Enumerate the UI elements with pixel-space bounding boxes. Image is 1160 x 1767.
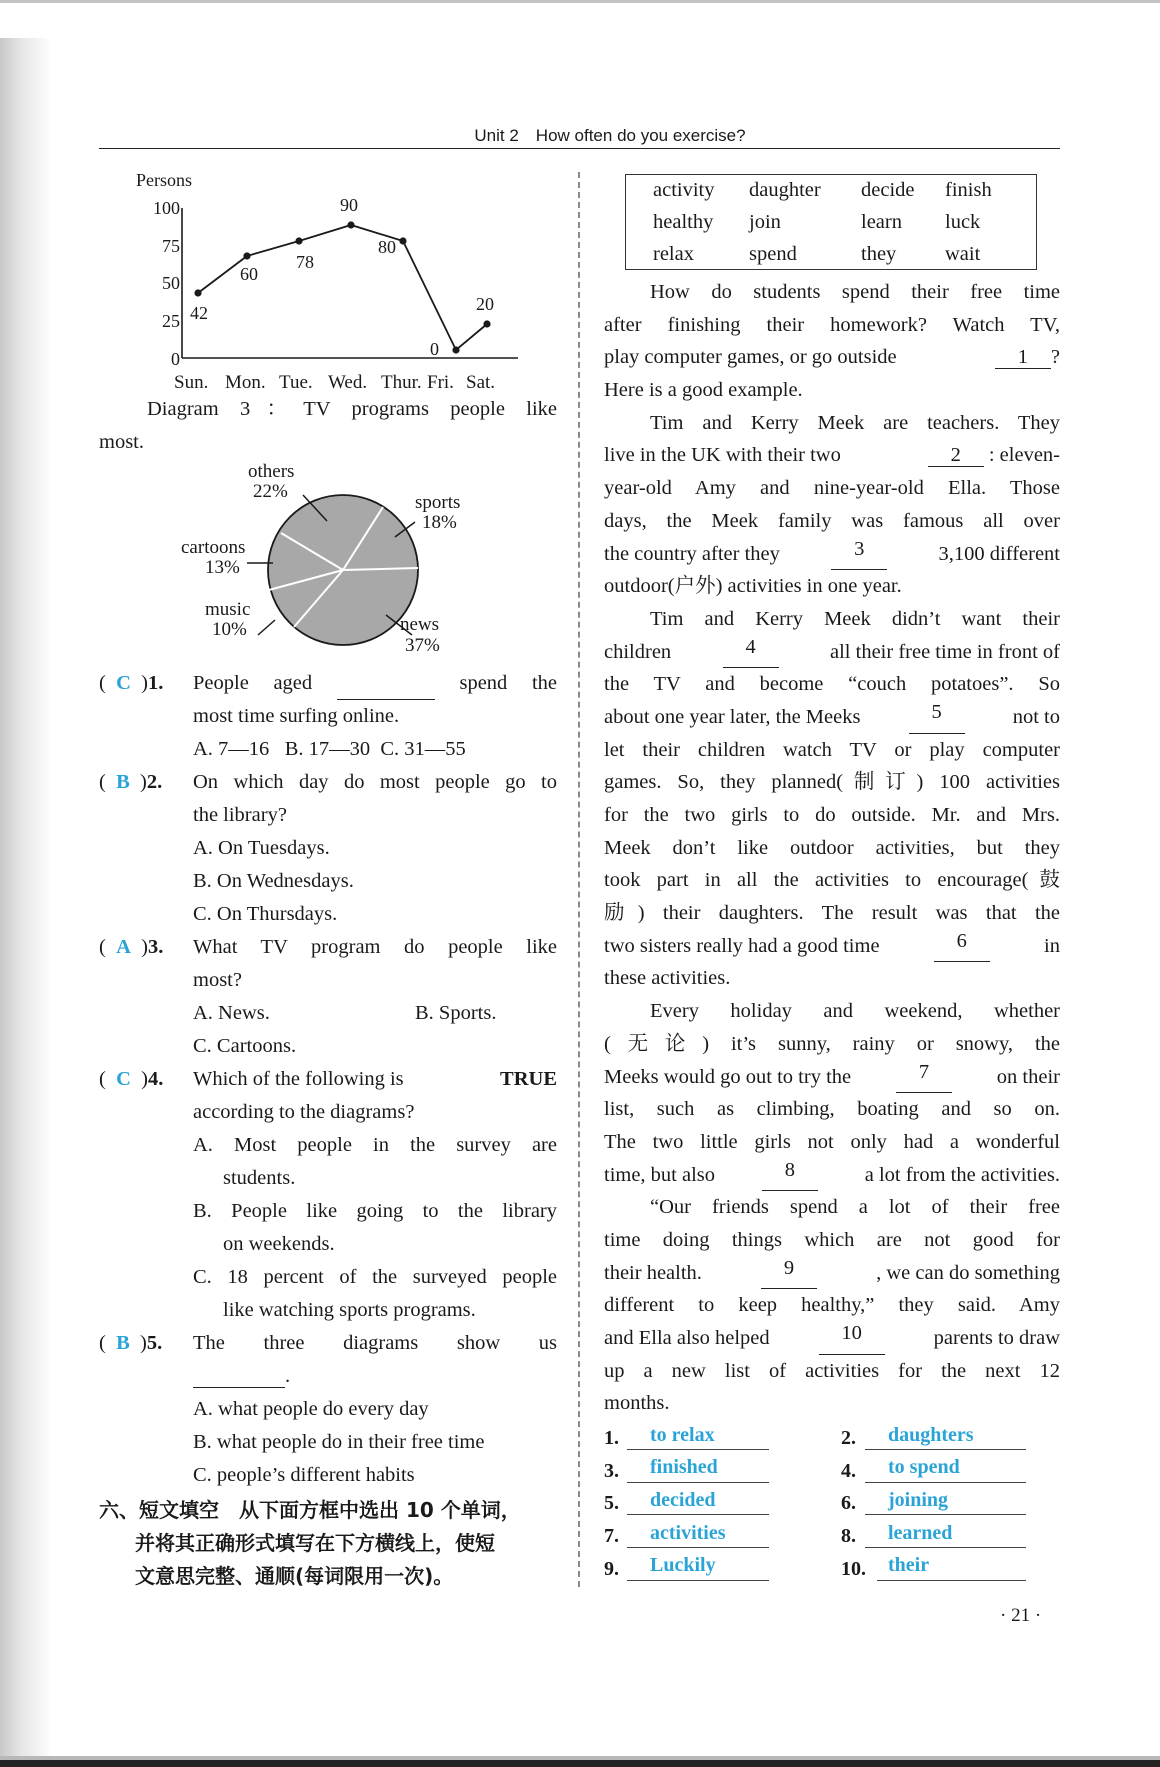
word-bank-word: finish [945,179,992,201]
y-ticks [153,198,180,369]
blank-2: 2 [928,444,984,467]
svg-text:Sat.: Sat. [466,372,496,393]
header-rule [99,148,1060,149]
svg-text:Tue.: Tue. [279,372,313,393]
y-axis-label: Persons [136,170,193,190]
line-chart [130,168,530,393]
word-bank-word: daughter [749,179,821,201]
section6-heading: 六、短文填空 从下面方框中选出 10 个单词， [99,1498,521,1522]
word-bank-word: spend [749,243,797,265]
answer-line-4 [865,1482,1026,1483]
question-4-option-c-line1: C. 18 percent of the surveyed people [193,1266,557,1288]
question-4-option-b-line1: B. People like going to the library [193,1200,557,1222]
answer-value-2: daughters [888,1424,974,1446]
answer-item-1: 1. [604,1427,619,1449]
question-4-option-a-line2: students. [223,1167,296,1189]
answer-3: A [116,936,131,958]
question-1-blank [337,667,435,700]
page-header-title: Unit 2 How often do you exercise? [474,126,746,145]
question-2-stem-line1: On which day do most people go to [193,771,557,793]
answer-value-8: learned [888,1522,953,1544]
bottom-dark-bar [0,1760,1160,1767]
blank-5: 5 [909,701,965,734]
blank-10: 10 [819,1322,885,1355]
question-4-option-b-line2: on weekends. [223,1233,335,1255]
answer-1: C [116,672,131,694]
svg-text:25: 25 [162,311,180,331]
svg-text:18%: 18% [422,512,457,533]
question-2-option-c: C. On Thursdays. [193,903,338,925]
question-2-stem-line2: the library? [193,804,287,826]
answer-item-4: 4. [841,1460,856,1482]
answer-value-7: activities [650,1522,726,1544]
svg-text:Thur.: Thur. [381,372,422,393]
answer-line-2 [865,1449,1026,1450]
question-1: ( C )1. [99,672,164,694]
question-5-option-a: A. what people do every day [193,1398,429,1420]
blank-8: 8 [762,1159,818,1192]
answer-item-6: 6. [841,1492,856,1514]
svg-text:78: 78 [296,252,314,272]
question-3-option-b: B. Sports. [415,1002,497,1024]
question-5-stem-line2: . [193,1360,290,1393]
answer-item-9: 9. [604,1558,619,1580]
answer-value-6: joining [888,1489,949,1511]
answer-line-9 [627,1580,769,1581]
answer-item-3: 3. [604,1460,619,1482]
question-4-stem-line1: Which of the following is TRUE [193,1063,557,1096]
svg-text:10%: 10% [212,619,247,640]
question-5-stem-line1: The three diagrams show us [193,1332,557,1354]
answer-2: B [116,771,130,793]
true-keyword: TRUE [500,1068,557,1090]
word-bank-word: healthy [653,211,714,233]
answer-value-10: their [888,1554,930,1576]
question-5-option-b: B. what people do in their free time [193,1431,485,1453]
svg-text:60: 60 [240,264,258,284]
cloze-passage: How do students spend their free time after finishing their homework? Watch TV, play computer games, or go outside 1 ? Here is a good example. Tim and Kerry Meek are teachers. They live in the UK with their two 2 : eleven- year-old Amy and nine-year-old Ella. Those days, the Meek family was famous all over the country after they 3 3,100 different outdoor(户外) activities in one year. Tim and Kerry Meek didn’t want their children 4 all their free time in front of the TV and become “couch potatoes”. So about one year later, the Meeks 5 not to let their children watch TV or play computer games. So, they planned(制订) 100 activities for the two girls to do outside. Mr. and Mrs. Meek don’t like outdoor activities, but they took part in all the activities to encourage(鼓 励) their daughters. The result was that the two sisters really had a good time 6 in these activities. Every holiday and weekend, whether (无论) it’s sunny, rainy or snowy, the Meeks would go out to try the 7 on their list, such as climbing, boating and so on. The two little girls not only had a wonderful time, but also 8 a lot from the activities. “Our friends spend a lot of their free time doing things which are not good for their health. 9 , we can do something different to keep healthy,” they said. Amy and Ella also helped 10 parents to draw up a new list of activities for the next 12 months. [604,281,1060,1415]
svg-text:90: 90 [340,195,358,215]
svg-text:music: music [205,599,251,620]
svg-text:42: 42 [190,303,208,323]
question-4-option-c-line2: like watching sports programs. [223,1299,476,1321]
question-3-stem-line2: most? [193,969,242,991]
blank-3: 3 [831,538,887,571]
pie-chart [175,455,495,670]
answer-item-10: 10. [841,1558,866,1580]
answer-line-8 [865,1547,1026,1548]
blank-6: 6 [934,930,990,963]
blank-4: 4 [723,636,779,669]
answer-4: C [116,1068,131,1090]
word-bank-word: wait [945,243,981,265]
answer-value-4: to spend [888,1456,960,1478]
answer-item-2: 2. [841,1427,856,1449]
word-bank-word: they [861,243,897,265]
question-2-option-a: A. On Tuesdays. [193,837,330,859]
question-4: ( C )4. [99,1068,164,1090]
svg-text:80: 80 [378,237,396,257]
svg-text:0: 0 [430,339,439,359]
data-points [194,221,490,353]
answer-line-1 [627,1449,769,1450]
word-bank-word: luck [945,211,981,233]
question-1-stem-line2: most time surfing online. [193,705,400,727]
svg-text:news: news [400,614,440,635]
column-divider [578,172,580,1587]
answer-line-6 [865,1514,1026,1515]
answer-value-9: Luckily [650,1554,716,1576]
word-bank-word: learn [861,211,902,233]
answer-value-1: to relax [650,1424,715,1446]
svg-text:13%: 13% [205,557,240,578]
svg-text:75: 75 [162,236,180,256]
svg-text:37%: 37% [405,635,440,656]
svg-text:0: 0 [171,349,180,369]
section6-instruction-line3: 文意思完整、通顺(每词限用一次)。 [135,1564,454,1588]
answer-line-5 [627,1514,769,1515]
answer-item-7: 7. [604,1525,619,1547]
page-edge-shadow [0,38,52,1756]
word-bank-word: decide [861,179,915,201]
svg-text:Fri.: Fri. [427,372,454,393]
section6-instruction-line2: 并将其正确形式填写在下方横线上，使短 [135,1531,495,1555]
question-4-option-a-line1: A. Most people in the survey are [193,1134,557,1156]
top-border [0,0,1160,3]
question-2-option-b: B. On Wednesdays. [193,870,354,892]
svg-text:20: 20 [476,294,494,314]
svg-text:Mon.: Mon. [225,372,266,393]
svg-text:22%: 22% [253,481,288,502]
answer-line-3 [627,1482,769,1483]
word-bank-word: join [749,211,781,233]
svg-text:others: others [248,461,295,482]
question-4-stem-line2: according to the diagrams? [193,1101,415,1123]
question-3-option-a: A. News. [193,1002,270,1024]
x-ticks [174,372,495,393]
answer-5: B [116,1332,130,1354]
question-1-stem-line1: People aged spend the [193,667,557,700]
question-1-options: A. 7—16 B. 17—30 C. 31—55 [193,738,466,760]
question-5-blank [193,1365,285,1388]
page-number: · 21 · [1000,1605,1042,1626]
question-5: ( B )5. [99,1332,163,1354]
answer-value-3: finished [650,1456,718,1478]
answer-item-5: 5. [604,1492,619,1514]
word-bank-box [625,174,1037,270]
svg-text:100: 100 [153,198,180,218]
word-bank-word: activity [653,179,715,201]
answer-line-10 [877,1580,1026,1581]
question-2: ( B )2. [99,771,163,793]
question-5-option-c: C. people’s different habits [193,1464,415,1486]
word-bank-word: relax [653,243,694,265]
svg-text:Wed.: Wed. [328,372,368,393]
svg-text:sports: sports [415,492,461,513]
blank-7: 7 [896,1061,952,1094]
svg-text:cartoons: cartoons [181,537,246,558]
diagram3-caption-line1: Diagram 3：TV programs people like [147,398,557,420]
answer-item-8: 8. [841,1525,856,1547]
answer-value-5: decided [650,1489,716,1511]
diagram3-caption-line2: most. [99,431,144,453]
svg-text:50: 50 [162,273,180,293]
question-3-option-c: C. Cartoons. [193,1035,297,1057]
question-3-stem-line1: What TV program do people like [193,936,557,958]
question-3: ( A )3. [99,936,164,958]
svg-text:Sun.: Sun. [174,372,209,393]
answer-line-7 [627,1547,769,1548]
blank-1: 1 [995,346,1051,369]
blank-9: 9 [761,1257,817,1290]
